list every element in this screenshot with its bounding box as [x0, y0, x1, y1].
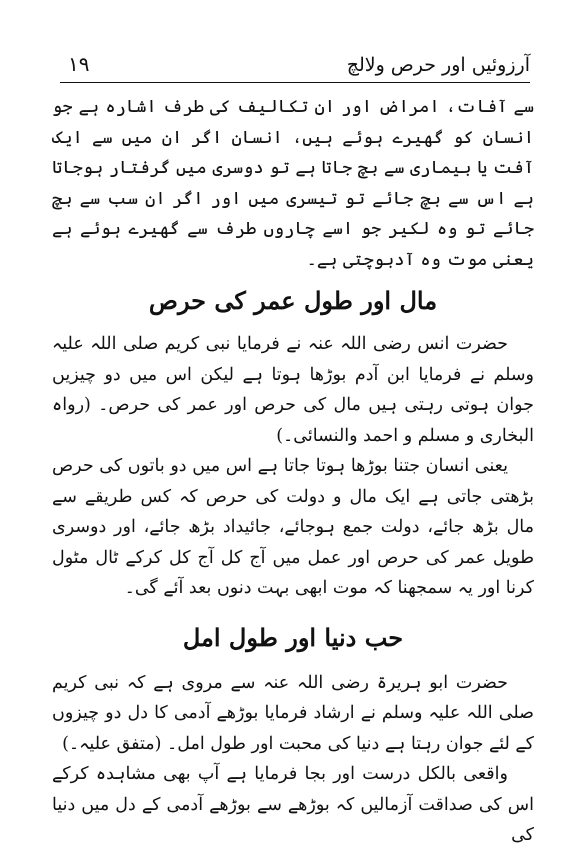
- paragraph-2: حضرت انس رضی اللہ عنہ نے فرمایا نبی کریم صلی اللہ علیہ وسلم نے فرمایا ابن آدم بوڑھا ہوتا ہے لیکن اس میں دو چیزیں جوان ہوتی رہتی ہیں مال کی حرص اور عمر کی حرص۔ (رواہ البخاری و مسلم و احمد والنسائی۔): [52, 334, 534, 446]
- section-heading-2: حب دنیا اور طول امل: [182, 622, 404, 652]
- page-number: ۱۹: [68, 52, 90, 76]
- section-heading-1: مال اور طول عمر کی حرص: [148, 286, 438, 315]
- paragraph-5: واقعی بالکل درست اور بجا فرمایا ہے آپ بھی مشاہدہ کرکے اس کی صداقت آزمالیں کہ بوڑھے سے بوڑھے آدمی کے دل میں دنیا کی: [52, 764, 534, 845]
- running-title: آرزوئیں اور حرص ولالچ: [346, 54, 530, 76]
- paragraph-1: سے آفات، امراض اور ان تکالیف کی طرف اشارہ ہے جو انسان کو گھیرے ہوئے ہیں، انسان اگر ان میں سے ایک آفت یا بیماری سے بچ جاتا ہے تو دوسری میں گرفتار ہوجاتا ہے اس سے بچ جائے تو تیسری میں اور اگر ان سب سے بچ جائے تو وہ لکیر جو اسے چاروں طرف سے گھیرے ہوئے ہے یعنی موت وہ آدبوچتی ہے۔: [52, 97, 534, 270]
- page-body: [52, 92, 534, 851]
- page-header: [60, 48, 530, 83]
- paragraph-4: حضرت ابو ہریرۃ رضی اللہ عنہ سے مروی ہے کہ نبی کریم صلی اللہ علیہ وسلم نے ارشاد فرمایا بوڑھے آدمی کا دل دو چیزوں کے لئے جوان رہتا ہے دنیا کی محبت اور طول امل۔ (متفق علیہ۔): [52, 672, 534, 754]
- paragraph-3: یعنی انسان جتنا بوڑھا ہوتا جاتا ہے اس میں دو باتوں کی حرص بڑھتی جاتی ہے ایک مال و دولت کی حرص کہ کس طریقے سے مال بڑھ جائے، دولت جمع ہوجائے، جائیداد بڑھ جائے، اور دوسری طویل عمر کی حرص اور عمل میں آج کل آج کل کرکے ٹال مٹول کرنا اور یہ سمجھنا کہ موت ابھی بہت دنوں بعد آئے گی۔: [52, 456, 534, 598]
